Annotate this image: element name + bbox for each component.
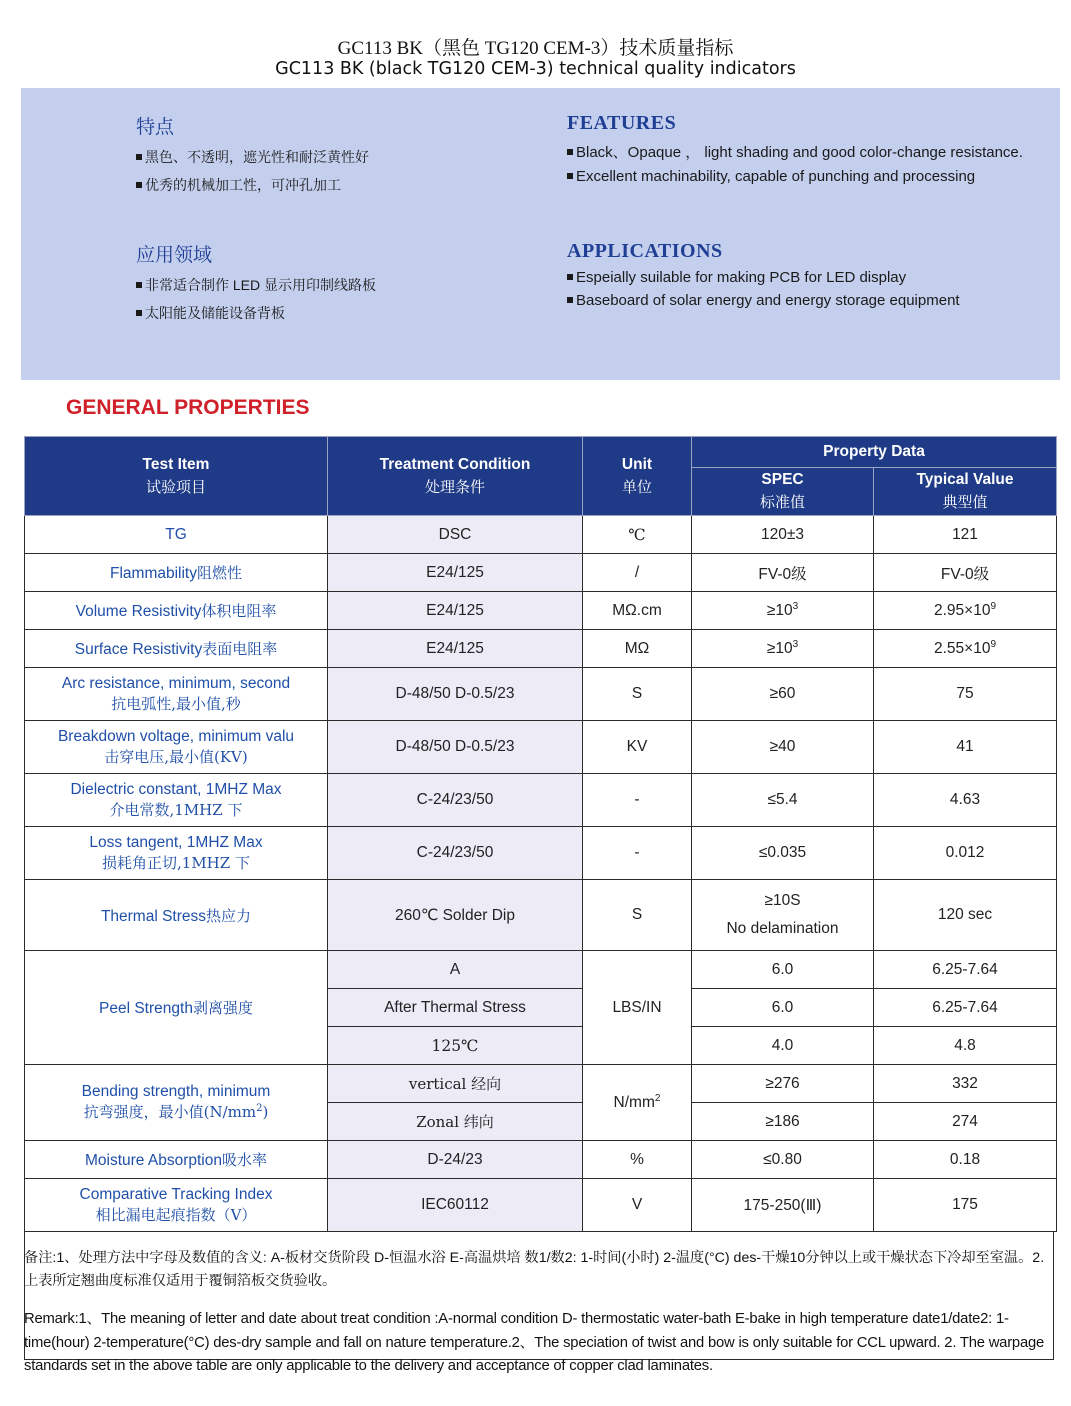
table-row [25, 721, 1057, 774]
cell-condition: C-24/23/50 [328, 827, 583, 880]
cell-spec: FV-0级 [692, 554, 874, 592]
table-row [25, 630, 1057, 668]
cell-spec: $\ge 10^3$ [692, 630, 874, 668]
table-row [25, 1141, 1057, 1179]
cell-typical: 41 [874, 721, 1057, 774]
cell-spec: ≥186 [692, 1103, 874, 1141]
cell-typical: 175 [874, 1179, 1057, 1232]
cell-item: Bending strength, minimum 抗弯强度，最小值$(N/mm^2)$ [25, 1065, 328, 1141]
table-row [25, 827, 1057, 880]
features-cn-item: 优秀的机械加工性，可冲孔加工 [136, 175, 369, 195]
title-english: GC113 BK (black TG120 CEM-3) technical quality indicators [275, 59, 796, 79]
header-typical: Typical Value 典型值 [874, 468, 1057, 516]
cell-condition: DSC [328, 516, 583, 554]
cell-typical: $2.95\times 10^9$ [874, 592, 1057, 630]
notes-chinese: 备注:1、处理方法中字母及数值的含义: A-板材交货阶段 D-恒温水浴 E-高温烘培 数1/数2: 1-时间(小时) 2-温度(°C) des-干燥10分钟以上或干燥状态下冷却至室温。2.上表所定翘曲度标准仅适用于覆铜箔板交货验收。 [24, 1250, 1045, 1289]
cell-spec: ≥40 [692, 721, 874, 774]
cell-item: Surface Resistivity表面电阻率 [25, 630, 328, 668]
general-properties-heading: GENERAL PROPERTIES [66, 396, 310, 419]
features-cn-item: 黑色、不透明，遮光性和耐泛黄性好 [136, 147, 369, 167]
title-chinese: GC113 BK（黑色 TG120 CEM-3）技术质量指标 [337, 38, 734, 59]
cell-condition: C-24/23/50 [328, 774, 583, 827]
cell-unit: - [583, 827, 692, 880]
table-row [25, 774, 1057, 827]
table-row [25, 554, 1057, 592]
features-en-item: Excellent machinability, capable of punching and processing [567, 168, 1023, 185]
cell-item: Breakdown voltage, minimum valu 击穿电压,最小值(KV) [25, 721, 328, 774]
cell-typical: 0.012 [874, 827, 1057, 880]
applications-en-item: Espeially suilable for making PCB for LED display [567, 269, 960, 286]
cell-condition: IEC60112 [328, 1179, 583, 1232]
cell-spec: ≤0.80 [692, 1141, 874, 1179]
cell-condition: 260℃ Solder Dip [328, 880, 583, 951]
cell-typical: 274 [874, 1103, 1057, 1141]
cell-typical: 120 sec [874, 880, 1057, 951]
cell-typical: 6.25-7.64 [874, 951, 1057, 989]
cell-unit: MΩ.cm [583, 592, 692, 630]
cell-item: Moisture Absorption吸水率 [25, 1141, 328, 1179]
cell-unit: ℃ [583, 516, 692, 554]
cell-condition: D-24/23 [328, 1141, 583, 1179]
cell-spec: ≥60 [692, 668, 874, 721]
cell-condition: A [328, 951, 583, 989]
applications-cn-heading: 应用领域 [136, 244, 213, 266]
cell-unit: S [583, 880, 692, 951]
cell-unit: $N/mm^2$ [583, 1065, 692, 1141]
applications-cn-item: 非常适合制作 LED 显示用印制线路板 [136, 275, 376, 295]
features-en-item: Black、Opaque ， light shading and good color-change resistance. [567, 141, 1023, 162]
cell-spec: 175-250(Ⅲ) [692, 1179, 874, 1232]
cell-item: Volume Resistivity体积电阻率 [25, 592, 328, 630]
header-unit: Unit 单位 [583, 437, 692, 516]
header-spec: SPEC 标准值 [692, 468, 874, 516]
table-row [25, 1065, 1057, 1103]
features-cn-heading: 特点 [136, 116, 175, 138]
cell-item: Peel Strength剥离强度 [25, 951, 328, 1065]
features-panel [21, 88, 1060, 380]
cell-condition: vertical 经向 [328, 1065, 583, 1103]
table-row [25, 668, 1057, 721]
applications-cn-item: 太阳能及储能设备背板 [136, 303, 376, 323]
cell-unit: % [583, 1141, 692, 1179]
cell-item: Arc resistance, minimum, second 抗电弧性,最小值,秒 [25, 668, 328, 721]
applications-en [567, 240, 960, 309]
cell-typical: 6.25-7.64 [874, 989, 1057, 1027]
cell-condition: After Thermal Stress [328, 989, 583, 1027]
header-property-data: Property Data [692, 437, 1057, 468]
cell-typical: 121 [874, 516, 1057, 554]
cell-spec: 6.0 [692, 951, 874, 989]
cell-item: TG [25, 516, 328, 554]
cell-spec: ≥276 [692, 1065, 874, 1103]
cell-typical: 0.18 [874, 1141, 1057, 1179]
bullet-square-icon [567, 149, 573, 155]
applications-en-heading: APPLICATIONS [567, 240, 723, 262]
cell-item: Thermal Stress热应力 [25, 880, 328, 951]
bullet-square-icon [567, 297, 573, 303]
table-row [25, 592, 1057, 630]
cell-condition: 125℃ [328, 1027, 583, 1065]
table-row [25, 951, 1057, 989]
cell-condition: E24/125 [328, 592, 583, 630]
applications-en-item: Baseboard of solar energy and energy storage equipment [567, 292, 960, 309]
cell-spec: ≤5.4 [692, 774, 874, 827]
applications-cn [136, 240, 376, 323]
cell-condition: D-48/50 D-0.5/23 [328, 668, 583, 721]
cell-item: Comparative Tracking Index 相比漏电起痕指数（V） [25, 1179, 328, 1232]
cell-spec: 120±3 [692, 516, 874, 554]
cell-item: Loss tangent, 1MHZ Max 损耗角正切,1MHZ 下 [25, 827, 328, 880]
table-row [25, 516, 1057, 554]
cell-unit: / [583, 554, 692, 592]
cell-spec: 4.0 [692, 1027, 874, 1065]
cell-typical: FV-0级 [874, 554, 1057, 592]
table-row [25, 1179, 1057, 1232]
bullet-square-icon [567, 173, 573, 179]
properties-table [24, 436, 1057, 1232]
cell-spec: $\ge 10^3$ [692, 592, 874, 630]
notes-english: Remark:1、The meaning of letter and date about treat condition :A-normal condition D- thermostatic water-bath E-bake in high temperature date1/date2: 1-time(hour) 2-temperature(°C) des-dry sample and fall on nature temperature.2、The speciation of twist and bow is only suitable for CCL upward. 2. The warpage standards set in the above table are only applicable to the delivery and acceptance of copper clad laminates. [24, 1311, 1045, 1374]
cell-item: Dielectric constant, 1MHZ Max 介电常数,1MHZ 下 [25, 774, 328, 827]
cell-typical: $2.55\times 10^9$ [874, 630, 1057, 668]
cell-unit: - [583, 774, 692, 827]
cell-unit: KV [583, 721, 692, 774]
cell-typical: 4.63 [874, 774, 1057, 827]
bullet-square-icon [136, 182, 142, 188]
cell-condition: E24/125 [328, 554, 583, 592]
cell-unit: S [583, 668, 692, 721]
features-cn [136, 112, 369, 195]
bullet-square-icon [136, 282, 142, 288]
cell-unit: V [583, 1179, 692, 1232]
cell-spec: ≤0.035 [692, 827, 874, 880]
cell-condition: Zonal 纬向 [328, 1103, 583, 1141]
cell-typical: 75 [874, 668, 1057, 721]
features-en-heading: FEATURES [567, 112, 677, 134]
cell-item: Flammability阻燃性 [25, 554, 328, 592]
features-en [567, 112, 1023, 185]
cell-unit: LBS/IN [583, 951, 692, 1065]
header-test-item: Test Item 试验项目 [25, 437, 328, 516]
header-condition: Treatment Condition 处理条件 [328, 437, 583, 516]
cell-typical: 4.8 [874, 1027, 1057, 1065]
cell-unit: MΩ [583, 630, 692, 668]
cell-spec: 6.0 [692, 989, 874, 1027]
cell-condition: E24/125 [328, 630, 583, 668]
cell-spec: ≥10S No delamination [692, 880, 874, 951]
bullet-square-icon [136, 154, 142, 160]
bullet-square-icon [136, 310, 142, 316]
bullet-square-icon [567, 274, 573, 280]
cell-condition: D-48/50 D-0.5/23 [328, 721, 583, 774]
table-row [25, 880, 1057, 951]
cell-typical: 332 [874, 1065, 1057, 1103]
